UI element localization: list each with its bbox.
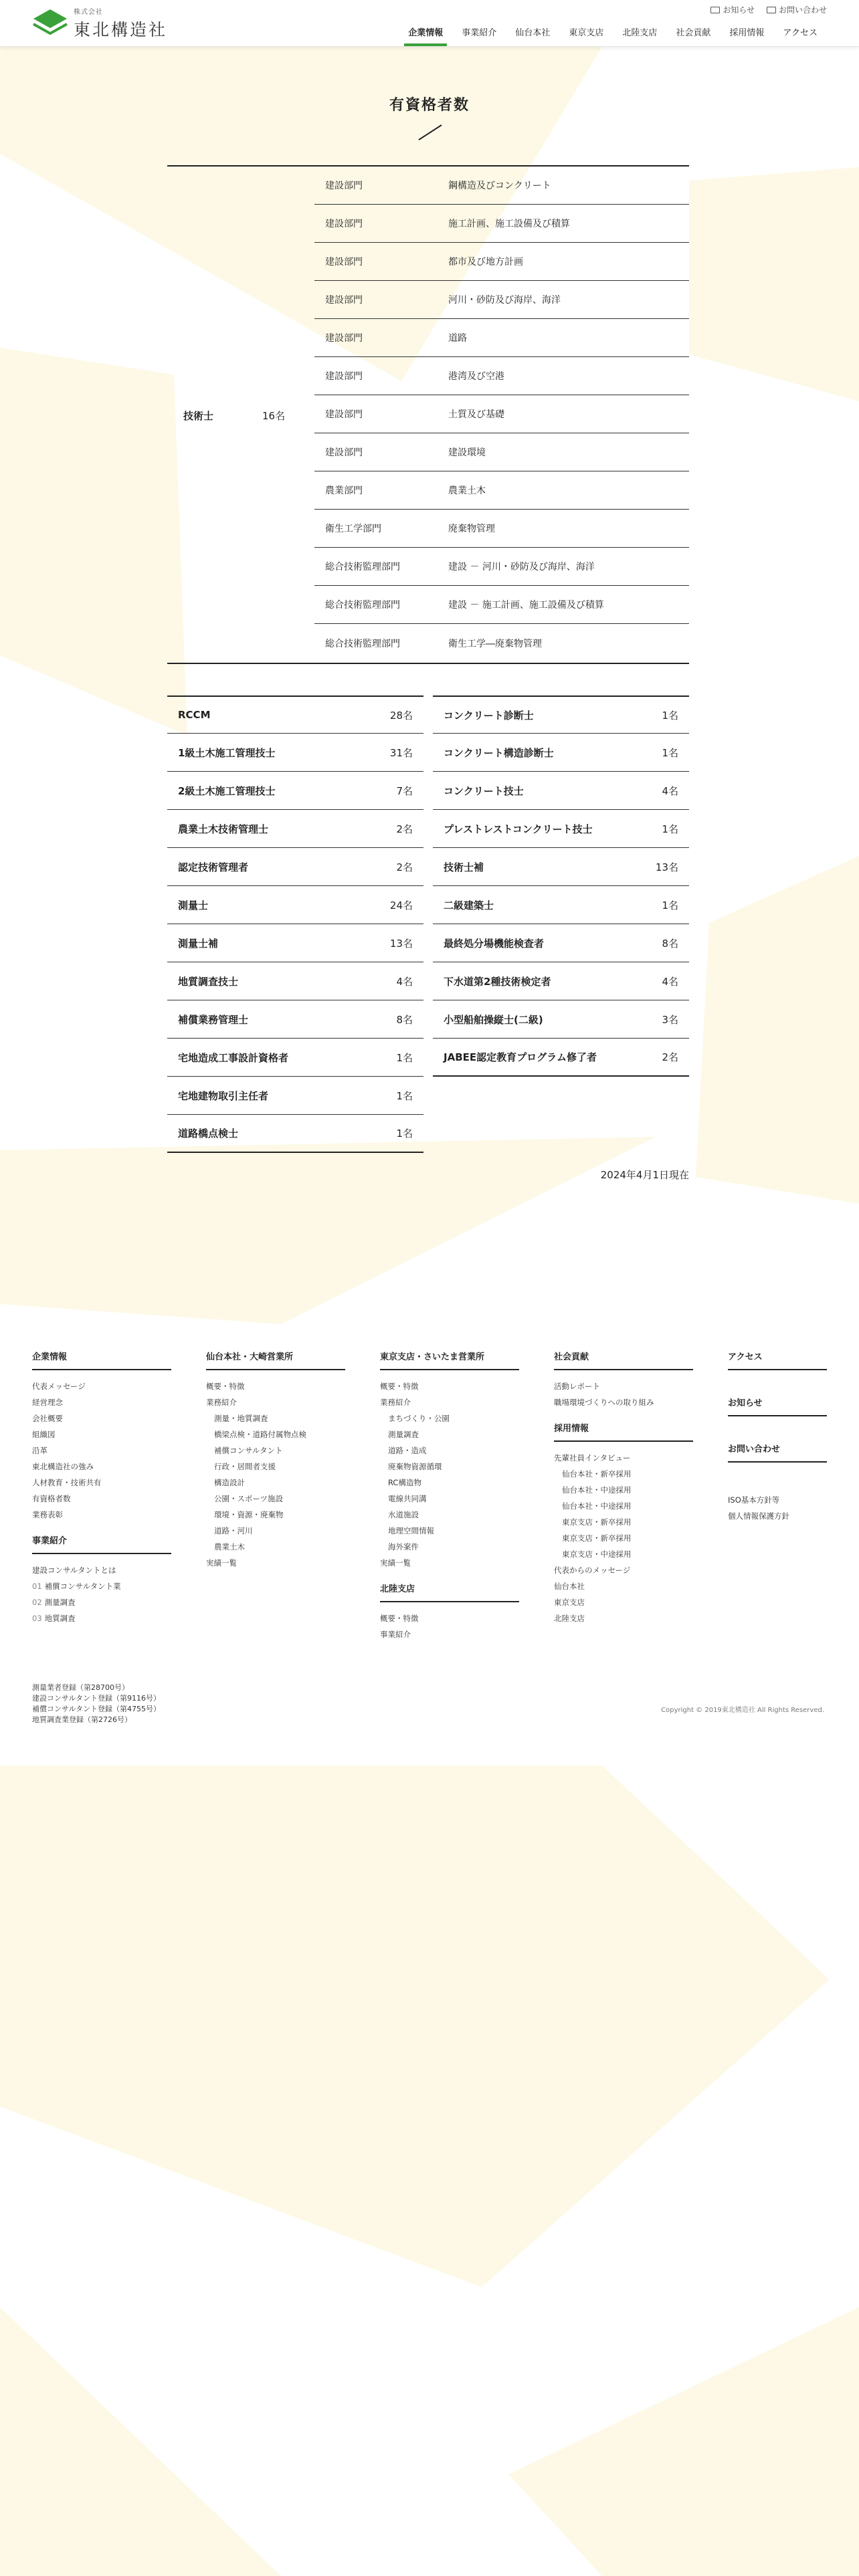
footer-link[interactable]	[380, 1491, 519, 1507]
qualification-table-right	[433, 695, 689, 1077]
footer-link-label: 地質調査	[44, 1614, 76, 1623]
registration-item: 補償コンサルタント登録（第4755号）	[32, 1705, 161, 1713]
qualification-count: 1名	[662, 823, 678, 835]
news-icon	[710, 7, 720, 13]
footer-link[interactable]	[206, 1555, 345, 1571]
qualification-count: 2名	[662, 1051, 678, 1063]
nav-item-company[interactable]: 企業情報	[399, 23, 452, 46]
qualification-row	[433, 886, 689, 924]
footer-link-label: 環境・資源・廃棄物	[214, 1510, 284, 1519]
footer-link-label: 代表からのメッセージ	[554, 1566, 631, 1575]
engineer-field: 河川・砂防及び海岸、海洋	[448, 295, 561, 306]
footer-link[interactable]	[206, 1394, 345, 1410]
footer-section	[380, 1582, 519, 1642]
footer-link-label: 業務表彰	[32, 1510, 63, 1519]
footer-link-label: 建設コンサルタントとは	[32, 1566, 116, 1575]
engineer-dept: 建設部門	[325, 371, 363, 382]
footer-link-label: 実績一覧	[206, 1558, 237, 1568]
footer-link[interactable]	[554, 1594, 693, 1610]
engineer-table	[167, 165, 689, 664]
footer-link[interactable]	[554, 1466, 693, 1482]
footer-link-label: 行政・居間者支援	[214, 1462, 276, 1471]
engineer-row	[314, 548, 689, 586]
engineer-dept: 建設部門	[325, 333, 363, 344]
footer-heading[interactable]: 社会貢献	[554, 1350, 693, 1370]
footer-link[interactable]	[380, 1507, 519, 1523]
engineer-field: 鋼構造及びコンクリート	[448, 181, 551, 191]
footer-link[interactable]	[32, 1507, 171, 1523]
footer-heading[interactable]: 採用情報	[554, 1421, 693, 1442]
qualification-row	[167, 962, 423, 1000]
qualification-name: コンクリート技士	[444, 784, 524, 797]
qualification-name: 下水道第2種技術検定者	[444, 975, 551, 988]
qualification-count: 8名	[662, 937, 678, 950]
footer-link-label: 東京支店・中途採用	[562, 1549, 632, 1559]
engineer-row	[314, 281, 689, 319]
qualification-count: 13名	[655, 861, 678, 873]
qualification-count: 8名	[396, 1013, 413, 1026]
qualification-name: 1級土木施工管理技士	[178, 746, 276, 759]
footer-link-number: 01	[32, 1582, 42, 1591]
footer-heading[interactable]: 企業情報	[32, 1350, 171, 1370]
footer-link-label: 構造設計	[214, 1478, 245, 1487]
qualification-count: 7名	[396, 784, 413, 797]
engineer-field: 都市及び地方計画	[448, 257, 523, 267]
footer-link[interactable]	[554, 1514, 693, 1530]
footer-link-label: 農業土木	[214, 1542, 245, 1551]
footer-link[interactable]	[380, 1426, 519, 1442]
qualification-name: 道路橋点検士	[178, 1128, 239, 1140]
footer-link-label: 業務紹介	[206, 1398, 237, 1407]
footer-link-label: 測量・地質調査	[214, 1414, 268, 1423]
engineer-field: 道路	[448, 333, 467, 344]
engineer-row	[314, 395, 689, 433]
page-title: 有資格者数	[389, 97, 470, 114]
footer-link-label: 実績一覧	[380, 1558, 411, 1568]
qualification-name: 小型船舶操縦士(二級)	[444, 1013, 543, 1026]
qualification-name: 農業土木技術管理士	[178, 823, 269, 835]
qualification-name: 認定技術管理者	[178, 861, 249, 873]
footer-link-label: 電線共同溝	[388, 1494, 427, 1503]
qualification-name: 技術士補	[444, 861, 484, 873]
global-nav	[399, 23, 827, 46]
mail-icon	[767, 7, 776, 13]
engineer-dept: 総合技術監理部門	[325, 638, 400, 649]
qualification-row	[433, 1039, 689, 1077]
qualification-row	[167, 1077, 423, 1115]
footer-heading[interactable]: 仙台本社・大崎営業所	[206, 1350, 345, 1370]
util-news-link[interactable]: お知らせ	[710, 4, 755, 15]
footer-section	[728, 1350, 827, 1370]
qualification-count: 1名	[662, 899, 678, 911]
footer-link-label: 先輩社員インタビュー	[554, 1453, 631, 1463]
footer-link[interactable]	[206, 1491, 345, 1507]
footer-link-label: 補償コンサルタント	[214, 1446, 283, 1455]
footer-link[interactable]	[554, 1610, 693, 1626]
footer-link-label: 東北構造社の強み	[32, 1462, 94, 1471]
registration-list	[32, 1683, 161, 1725]
footer-link[interactable]	[206, 1475, 345, 1491]
footer-column	[32, 1350, 171, 1626]
logo-name: 東北構造社	[74, 20, 168, 39]
qualification-count: 1名	[396, 1089, 413, 1102]
footer-link-label: 会社概要	[32, 1414, 63, 1423]
qualification-name: プレストレストコンクリート技士	[444, 823, 593, 835]
footer-link[interactable]	[32, 1410, 171, 1426]
footer-link-label: 東京支店・新卒採用	[562, 1533, 632, 1543]
footer-column	[728, 1350, 827, 1524]
copyright: Copyright © 2019東北構造社 All Rights Reserved.	[661, 1707, 824, 1714]
footer-link[interactable]	[380, 1378, 519, 1394]
footer-link-number: 02	[32, 1598, 42, 1607]
footer-link[interactable]	[380, 1475, 519, 1491]
footer-link[interactable]	[206, 1459, 345, 1475]
footer-link-label: 地理空間情報	[388, 1526, 434, 1535]
footer-link-label: 橋梁点検・道路付属物点検	[214, 1430, 306, 1439]
qualification-name: 測量士補	[178, 937, 219, 950]
footer-link-label: 仙台本社・中途採用	[562, 1501, 632, 1511]
footer-section	[728, 1442, 827, 1463]
registration-item: 建設コンサルタント登録（第9116号）	[32, 1694, 161, 1703]
footer-link[interactable]	[554, 1546, 693, 1562]
footer-link-number: 03	[32, 1614, 42, 1623]
engineer-field: 土質及び基礎	[448, 409, 504, 420]
footer-column	[554, 1350, 693, 1626]
footer-heading[interactable]: アクセス	[728, 1350, 827, 1370]
engineer-row	[314, 624, 689, 662]
footer-link-label: 概要・特徴	[380, 1382, 419, 1391]
footer-link-label: 組織図	[32, 1430, 56, 1439]
footer-link-label: まちづくり・公園	[388, 1414, 450, 1423]
engineer-count: 16名	[262, 410, 286, 422]
engineer-field: 衛生工学―廃棄物管理	[448, 638, 542, 649]
util-contact-link[interactable]: お問い合わせ	[767, 4, 827, 15]
footer-link[interactable]	[206, 1426, 345, 1442]
logo-subtitle: 株式会社	[74, 9, 103, 16]
qualification-row	[167, 848, 423, 886]
footer-link[interactable]	[206, 1378, 345, 1394]
footer-link-label: 個人情報保護方針	[728, 1511, 789, 1521]
qualification-count: 1名	[662, 746, 678, 759]
footer-heading[interactable]: 東京支店・さいたま営業所	[380, 1350, 519, 1370]
footer-link[interactable]	[32, 1426, 171, 1442]
footer-link[interactable]	[554, 1450, 693, 1466]
footer-section	[728, 1492, 827, 1524]
footer-link[interactable]	[32, 1610, 171, 1626]
qualification-count: 13名	[389, 937, 413, 950]
qualification-row	[433, 1000, 689, 1039]
qualification-name: RCCM	[178, 709, 211, 721]
footer-link[interactable]	[728, 1492, 827, 1508]
engineer-field: 廃棄物管理	[448, 524, 495, 534]
qualification-count: 4名	[662, 975, 678, 988]
engineer-field: 施工計画、施工設備及び積算	[448, 219, 570, 229]
footer-link[interactable]	[32, 1442, 171, 1459]
footer-link-label: 東京支店・新卒採用	[562, 1517, 632, 1527]
qualification-name: コンクリート構造診断士	[444, 746, 554, 759]
qualification-row	[433, 772, 689, 810]
footer-link[interactable]	[380, 1523, 519, 1539]
footer-section	[32, 1350, 171, 1523]
footer-link[interactable]	[554, 1378, 693, 1394]
footer-heading[interactable]: お知らせ	[728, 1396, 827, 1416]
footer-heading[interactable]: 事業紹介	[32, 1533, 171, 1554]
utility-nav	[710, 4, 827, 15]
footer-link-label: 北陸支店	[554, 1614, 585, 1623]
engineer-dept: 建設部門	[325, 295, 363, 306]
footer-section	[554, 1350, 693, 1410]
engineer-label: 技術士	[183, 410, 214, 422]
footer-section	[380, 1350, 519, 1571]
footer-link[interactable]	[380, 1555, 519, 1571]
footer-link[interactable]	[554, 1394, 693, 1410]
footer-link-label: 概要・特徴	[206, 1382, 245, 1391]
qualification-name: 測量士	[178, 899, 209, 911]
qualification-row	[167, 1115, 423, 1153]
nav-item-recruit[interactable]: 採用情報	[729, 28, 765, 38]
qualification-count: 31名	[389, 746, 413, 759]
footer-link-label: 活動レポート	[554, 1382, 600, 1391]
nav-item-social[interactable]: 社会貢献	[676, 28, 711, 38]
footer-link-label: RC構造物	[388, 1478, 421, 1487]
footer-link-label: 事業紹介	[380, 1630, 411, 1639]
nav-item-sendai[interactable]: 仙台本社	[515, 28, 551, 38]
qualification-table-left	[167, 695, 423, 1153]
footer-link[interactable]	[32, 1578, 171, 1594]
qualification-name: コンクリート診断士	[444, 709, 534, 722]
qualification-row	[167, 772, 423, 810]
qualification-row	[433, 962, 689, 1000]
footer-link[interactable]	[32, 1459, 171, 1475]
qualification-name: 地質調査技士	[178, 975, 239, 988]
qualification-count: 3名	[662, 1013, 678, 1026]
engineer-row	[314, 586, 689, 624]
footer-link-label: 仙台本社	[554, 1582, 585, 1591]
footer-link[interactable]	[554, 1562, 693, 1578]
footer-link-label: 測量調査	[388, 1430, 419, 1439]
footer-link[interactable]	[380, 1610, 519, 1626]
qualification-row	[433, 695, 689, 734]
footer-link-label: 仙台本社・中途採用	[562, 1485, 632, 1495]
engineer-dept: 建設部門	[325, 447, 363, 458]
footer-link-label: 概要・特徴	[380, 1614, 419, 1623]
nav-item-access[interactable]: アクセス	[783, 28, 818, 38]
footer-link[interactable]	[32, 1394, 171, 1410]
engineer-field: 港湾及び空港	[448, 371, 504, 382]
footer-link-label: 代表メッセージ	[32, 1382, 86, 1391]
engineer-dept: 農業部門	[325, 486, 363, 496]
qualification-row	[433, 848, 689, 886]
footer-link-label: 道路・造成	[388, 1446, 427, 1455]
footer-link-label: 沿革	[32, 1446, 47, 1455]
engineer-row	[314, 243, 689, 281]
footer-link[interactable]	[554, 1530, 693, 1546]
qualification-count: 1名	[396, 1128, 413, 1140]
qualification-name: 二級建築士	[444, 899, 494, 911]
qualification-row	[167, 734, 423, 772]
qualification-count: 2名	[396, 861, 413, 873]
footer-link-label: 有資格者数	[32, 1494, 71, 1503]
as-of-date: 2024年4月1日現在	[600, 1169, 689, 1181]
footer-link-label: 道路・河川	[214, 1526, 253, 1535]
engineer-dept: 総合技術監理部門	[325, 600, 400, 611]
footer-link[interactable]	[32, 1562, 171, 1578]
footer-link[interactable]	[380, 1539, 519, 1555]
qualification-name: JABEE認定教育プログラム修了者	[444, 1051, 597, 1063]
engineer-dept: 総合技術監理部門	[325, 562, 400, 572]
qualification-count: 1名	[396, 1051, 413, 1064]
footer-link-label: 経営理念	[32, 1398, 63, 1407]
footer-heading[interactable]: 北陸支店	[380, 1582, 519, 1602]
footer-link-label: 仙台本社・新卒採用	[562, 1469, 632, 1479]
qualification-count: 1名	[662, 709, 678, 722]
footer-section	[728, 1396, 827, 1416]
engineer-row	[314, 510, 689, 548]
qualification-name: 補償業務管理士	[178, 1013, 249, 1026]
engineer-row	[314, 357, 689, 395]
qualification-count: 28名	[389, 709, 413, 722]
footer-link-label: 海外案件	[388, 1542, 419, 1551]
engineer-field: 建設 － 河川・砂防及び海岸、海洋	[448, 562, 595, 572]
site-header	[0, 0, 859, 47]
engineer-field: 建設 － 施工計画、施工設備及び積算	[448, 600, 604, 611]
qualification-row	[167, 1000, 423, 1039]
footer-link[interactable]	[554, 1482, 693, 1498]
footer-link-label: 業務紹介	[380, 1398, 411, 1407]
footer-column	[206, 1350, 345, 1571]
footer-link[interactable]	[206, 1442, 345, 1459]
footer-link[interactable]	[554, 1578, 693, 1594]
footer-link-label: 職場環境づくりへの取り組み	[554, 1398, 654, 1407]
footer-link-label: 水道施設	[388, 1510, 419, 1519]
footer-column	[380, 1350, 519, 1642]
engineer-dept: 建設部門	[325, 219, 363, 229]
footer-link[interactable]	[728, 1508, 827, 1524]
footer-section	[554, 1421, 693, 1626]
engineer-dept: 建設部門	[325, 181, 363, 191]
footer-link[interactable]	[206, 1523, 345, 1539]
footer-link-label: 公園・スポーツ施設	[214, 1494, 284, 1503]
qualification-name: 最終処分場機能検査者	[444, 937, 545, 950]
qualification-count: 2名	[396, 823, 413, 835]
footer-link[interactable]	[32, 1378, 171, 1394]
footer-link[interactable]	[380, 1394, 519, 1410]
engineer-field: 建設環境	[448, 447, 486, 458]
footer-link[interactable]	[380, 1626, 519, 1642]
footer-link-label: 測量調査	[44, 1598, 76, 1607]
footer-link[interactable]	[380, 1459, 519, 1475]
engineer-dept: 建設部門	[325, 257, 363, 267]
engineer-row	[314, 167, 689, 205]
footer-link[interactable]	[380, 1442, 519, 1459]
engineer-row	[314, 433, 689, 471]
qualification-row	[167, 695, 423, 734]
engineer-rows	[314, 167, 689, 662]
qualification-row	[167, 1039, 423, 1077]
footer-link-label: 人材教育・技術共有	[32, 1478, 102, 1487]
engineer-dept: 建設部門	[325, 409, 363, 420]
footer-link[interactable]	[32, 1491, 171, 1507]
nav-item-business[interactable]: 事業紹介	[462, 28, 497, 38]
footer-link-label: ISO基本方針等	[728, 1495, 780, 1505]
qualification-count: 4名	[662, 784, 678, 797]
footer-link[interactable]	[206, 1410, 345, 1426]
qualification-row	[433, 810, 689, 848]
footer-link[interactable]	[380, 1410, 519, 1426]
qualification-count: 4名	[396, 975, 413, 988]
qualification-row	[167, 810, 423, 848]
title-slash-decoration	[417, 124, 443, 141]
footer-heading[interactable]: お問い合わせ	[728, 1442, 827, 1463]
registration-item: 測量業者登録（第28700号）	[32, 1683, 129, 1692]
footer-section	[32, 1533, 171, 1626]
footer-link[interactable]	[206, 1539, 345, 1555]
engineer-dept: 衛生工学部門	[325, 524, 381, 534]
engineer-row	[314, 319, 689, 357]
qualification-count: 24名	[389, 899, 413, 911]
footer-link-label: 補償コンサルタント業	[44, 1582, 121, 1591]
site-logo[interactable]	[32, 8, 167, 39]
qualification-name: 宅地造成工事設計資格者	[178, 1051, 289, 1064]
qualification-row	[433, 924, 689, 962]
nav-item-hokuriku[interactable]: 北陸支店	[622, 28, 658, 38]
footer-link[interactable]	[32, 1475, 171, 1491]
engineer-row	[314, 471, 689, 510]
nav-item-tokyo[interactable]: 東京支店	[569, 28, 604, 38]
footer-link[interactable]	[206, 1507, 345, 1523]
registration-item: 地質調査業登録（第2726号）	[32, 1715, 132, 1724]
engineer-field: 農業土木	[448, 486, 486, 496]
engineer-row	[314, 205, 689, 243]
qualification-row	[167, 924, 423, 962]
qualification-row	[167, 886, 423, 924]
footer-section	[206, 1350, 345, 1571]
footer-link-label: 廃棄物資源循環	[388, 1462, 442, 1471]
footer-link-label: 東京支店	[554, 1598, 585, 1607]
qualification-row	[433, 734, 689, 772]
qualification-name: 宅地建物取引主任者	[178, 1089, 269, 1102]
footer-link[interactable]	[554, 1498, 693, 1514]
footer-link[interactable]	[32, 1594, 171, 1610]
logo-mark-icon	[32, 8, 68, 39]
qualification-name: 2級土木施工管理技士	[178, 784, 276, 797]
